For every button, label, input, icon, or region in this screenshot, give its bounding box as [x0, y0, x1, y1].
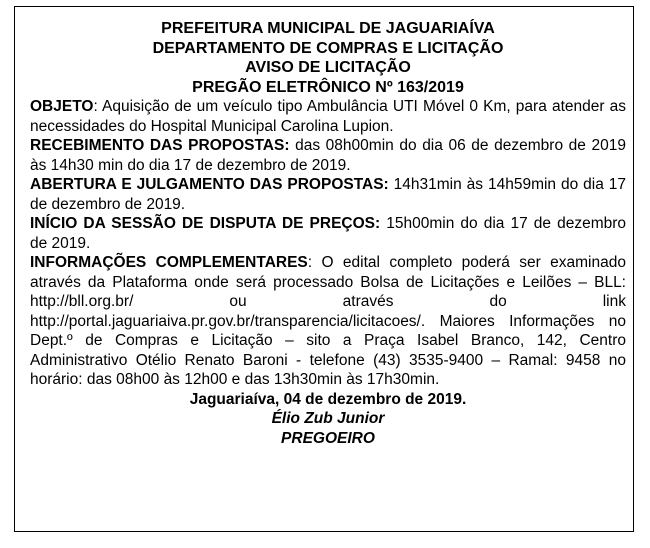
objeto-text: : Aquisição de um veículo tipo Ambulância UTI Móvel 0 Km, para atender as necessidades do Hospital Municipal Carolina Lupion.	[30, 98, 626, 135]
header-aviso: AVISO DE LICITAÇÃO	[245, 59, 411, 76]
recebimento-text: das 08h00min do dia 06 de dezembro de 2019 às 14h30 min do dia 17 de dezembro de 2019.	[30, 137, 626, 174]
abertura-paragraph	[30, 175, 626, 214]
header-pregao: PREGÃO ELETRÔNICO Nº 163/2019	[192, 78, 464, 96]
recebimento-paragraph	[30, 136, 626, 175]
signer-name: Élio Zub Junior	[271, 410, 385, 427]
recebimento-label: RECEBIMENTO DAS PROPOSTAS:	[30, 137, 290, 154]
info-text: : O edital completo poderá ser examinado através da Plataforma onde será processado Bolsa de Licitações e Leilões – BLL: http://bll.org.br/ ou através do link http://portal.jaguariaiva.pr.gov.br/transparencia/licitacoes/. Maiores Informações no Dept.º de Compras e Licitação – sito a Praça Isabel Branco, 142, Centro Administrativo Otélio Renato Baroni - telefone (43) 3535-9400 – Ramal: 9458 no horário: das 08h00 às 12h00 e das 13h30min às 17h30min.	[30, 254, 626, 388]
notice-frame	[14, 6, 634, 532]
abertura-text: 14h31min às 14h59min do dia 17 de dezembro de 2019.	[30, 176, 626, 213]
objeto-paragraph	[30, 97, 626, 136]
objeto-label: OBJETO	[30, 98, 94, 115]
inicio-text: 15h00min do dia 17 de dezembro de 2019.	[30, 215, 627, 252]
signer-role: PREGOEIRO	[281, 429, 375, 447]
inicio-paragraph	[30, 214, 626, 253]
header-departamento: DEPARTAMENTO DE COMPRAS E LICITAÇÃO	[152, 39, 504, 57]
notice-content	[30, 19, 626, 448]
place-date: Jaguariaíva, 04 de dezembro de 2019.	[189, 390, 467, 408]
info-label: INFORMAÇÕES COMPLEMENTARES	[30, 254, 308, 271]
inicio-label: INÍCIO DA SESSÃO DE DISPUTA DE PREÇOS:	[30, 215, 381, 232]
abertura-label: ABERTURA E JULGAMENTO DAS PROPOSTAS:	[30, 176, 389, 193]
header-prefeitura: PREFEITURA MUNICIPAL DE JAGUARIAÍVA	[161, 20, 495, 37]
info-paragraph	[30, 253, 626, 390]
